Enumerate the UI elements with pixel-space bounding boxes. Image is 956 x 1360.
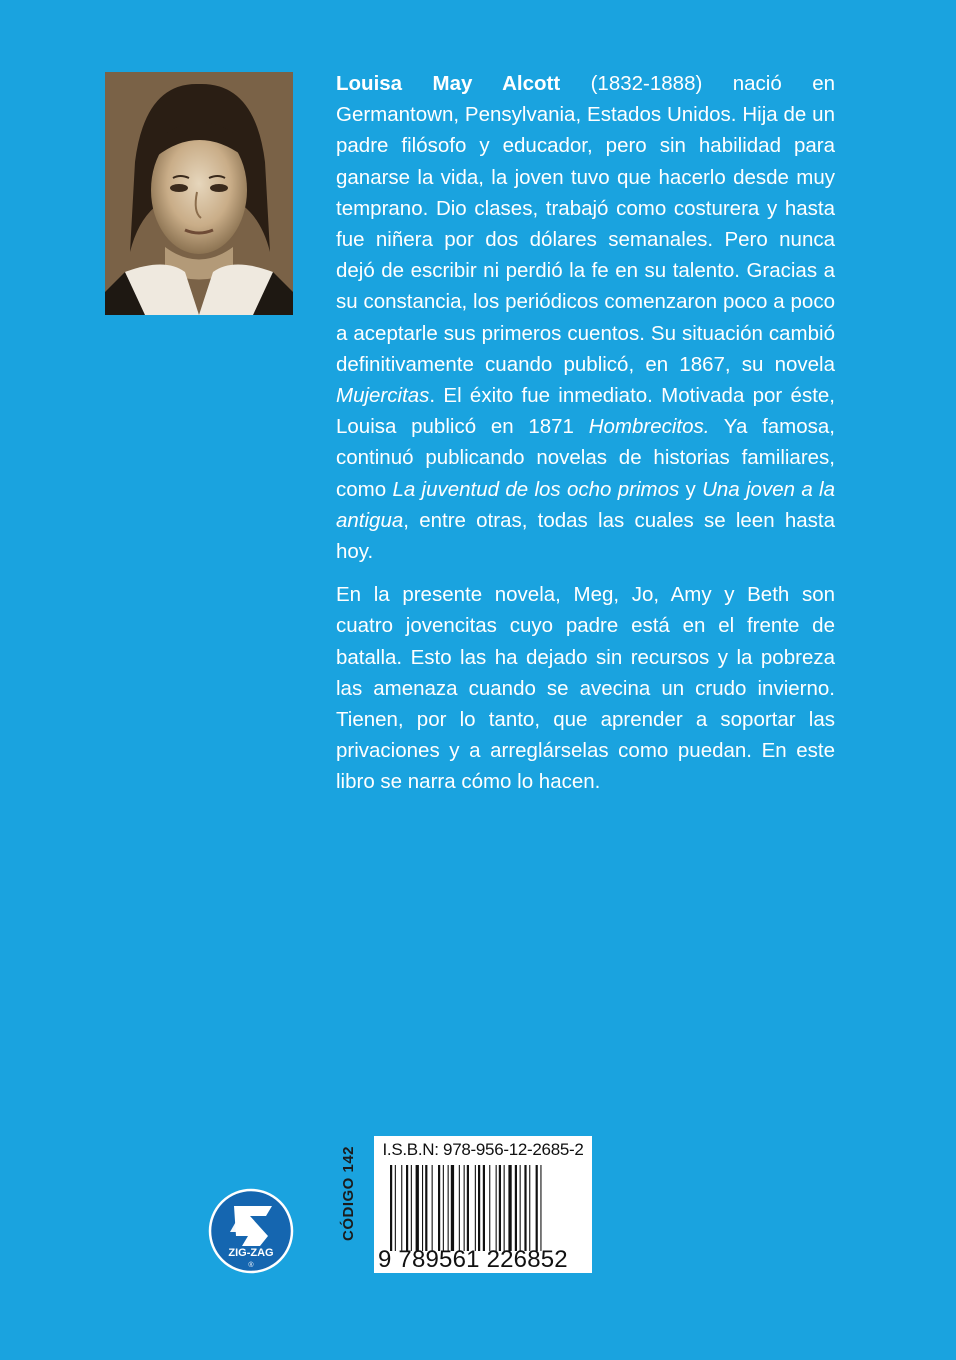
synopsis-paragraph: En la presente novela, Meg, Jo, Amy y Beth son cuatro jovencitas cuyo padre está en el frente de batalla. Esto las ha dejado sin recursos y la pobreza las amenaza cuando se avecina un crudo invierno. Tienen, por lo tanto, que aprender a soportar las privaciones y a arreglárselas como puedan. En este libro se narra cómo lo hacen. [336,583,835,794]
barcode-stripe [483,1165,485,1251]
bio-text: y [679,477,703,501]
barcode-stripe [432,1165,433,1251]
bio-text: Ya famosa, continuó publicando novelas de historias familiares, como [336,415,836,501]
barcode-stripe [406,1165,408,1251]
barcode-stripe [536,1165,538,1251]
barcode-stripe [416,1165,419,1251]
barcode-bars [390,1165,582,1251]
product-code: CÓDIGO 142 [340,1145,357,1241]
isbn-label: I.S.B.N: 978-956-12-2685-2 [382,1140,584,1159]
barcode-stripe [504,1165,505,1251]
zig-zag-logo [208,1188,294,1274]
book-title: Una joven a la antigua [336,477,835,532]
barcode-stripe [451,1165,454,1251]
barcode-stripe [464,1165,465,1251]
barcode-stripe [520,1165,521,1251]
barcode-digits: 9 789561 226852 [378,1246,568,1273]
barcode-stripe [401,1165,402,1251]
isbn-barcode [374,1136,592,1273]
barcode-stripe [390,1165,392,1251]
book-title: La juventud de los ocho primos [392,477,680,501]
author-name: Louisa May Alcott [336,72,561,95]
barcode-stripe [529,1165,530,1251]
barcode-stripe [540,1165,541,1251]
barcode-stripe [443,1165,444,1251]
author-portrait [105,72,293,315]
barcode-stripe [524,1165,526,1251]
book-title: Mujercitas [336,384,430,408]
author-biography [336,68,835,810]
barcode-stripe [459,1165,460,1251]
bio-paragraph-1 [336,68,835,567]
barcode-stripe [422,1165,423,1251]
barcode-stripe [411,1165,412,1251]
registered-mark: ® [248,1262,254,1269]
barcode-stripe [425,1165,427,1251]
barcode-stripe [438,1165,440,1251]
barcode-stripe [496,1165,497,1251]
barcode-stripe [467,1165,469,1251]
barcode-stripe [478,1165,480,1251]
barcode-stripe [515,1165,517,1251]
barcode-stripe [448,1165,449,1251]
barcode-stripe [499,1165,501,1251]
book-title: Hombrecitos. [588,415,710,439]
bio-text: . El éxito fue inmediato. Motivada por éste, Louisa publicó en 1871 [336,384,835,439]
bio-text: , entre otras, todas las cuales se leen hasta hoy. [336,508,835,564]
barcode-stripe [395,1165,396,1251]
barcode-stripe [508,1165,511,1251]
logo-text: ZIG-ZAG [228,1247,274,1259]
barcode-stripe [489,1165,490,1251]
bio-text: (1832-1888) nació en Germantown, Pensylvania, Estados Unidos. Hija de un padre filósofo y educador, pero sin habilidad para ganarse la vida, la joven tuvo que hacerlo desde muy temprano. Dio clases, trabajó como costurera y hasta fue niñera por dos dólares semanales. Pero nunca dejó de escribir ni perdió la fe en su talento. Gracias a su constancia, los periódicos comenzaron poco a poco a aceptarle sus primeros cuentos. Su situación cambió definitivamente cuando publicó, en 1867, su novela [336,72,835,376]
barcode-stripe [475,1165,476,1251]
